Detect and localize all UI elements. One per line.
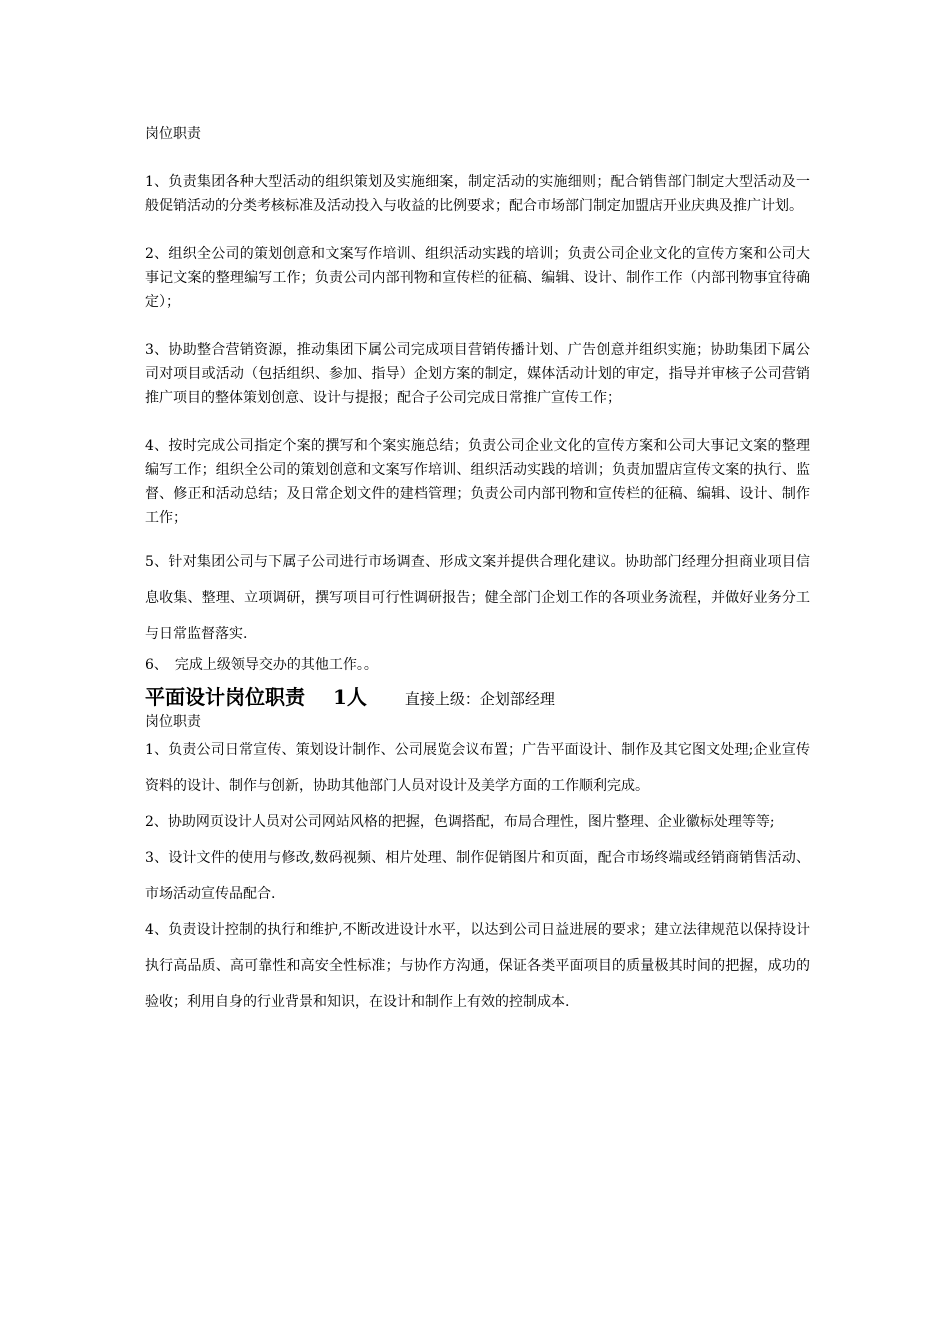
- duty-item-2: 2、组织全公司的策划创意和文案写作培训、组织活动实践的培训；负责公司企业文化的宣传方案和公司大事记文案的整理编写工作；负责公司内部刊物和宣传栏的征稿、编辑、设计、制作工作（内部刊物事宜待确定）；: [145, 246, 810, 310]
- section-label: 岗位职责: [145, 126, 201, 142]
- duty-item-6: 6、 完成上级领导交办的其他工作。。: [145, 657, 378, 673]
- duty-item-4: 4、按时完成公司指定个案的撰写和个案实施总结；负责公司企业文化的宣传方案和公司大事记文案的整理编写工作；组织全公司的策划创意和文案写作培训、组织活动实践的培训；负责加盟店宣传文案的执行、监督、修正和活动总结；及日常企划文件的建档管理；负责公司内部刊物和宣传栏的征稿、编辑、设计、制作工作；: [145, 438, 810, 526]
- design-item-4: 4、负责设计控制的执行和维护,不断改进设计水平，以达到公司日益进展的要求；建立法律规范以保持设计执行高品质、高可靠性和高安全性标准；与协作方沟通，保证各类平面项目的质量极其时间的把握，成功的验收；利用自身的行业背景和知识，在设计和制作上有效的控制成本.: [145, 922, 810, 1010]
- document-body: [145, 122, 810, 1020]
- duty-item-3: 3、协助整合营销资源，推动集团下属公司完成项目营销传播计划、广告创意并组织实施；协助集团下属公司对项目或活动（包括组织、参加、指导）企划方案的制定，媒体活动计划的审定，指导并审核子公司营销推广项目的整体策划创意、设计与提报；配合子公司完成日常推广宣传工作；: [145, 342, 810, 406]
- section-label: 岗位职责: [145, 714, 201, 730]
- design-item-3: 3、设计文件的使用与修改,数码视频、相片处理、制作促销图片和页面，配合市场终端或经销商销售活动、市场活动宣传品配合.: [145, 850, 810, 902]
- design-item-1: 1、负责公司日常宣传、策划设计制作、公司展览会议布置；广告平面设计、制作及其它图文处理;企业宣传资料的设计、制作与创新，协助其他部门人员对设计及美学方面的工作顺利完成。: [145, 742, 810, 794]
- duty-item-5: 5、针对集团公司与下属子公司进行市场调查、形成文案并提供合理化建议。协助部门经理分担商业项目信息收集、整理、立项调研，撰写项目可行性调研报告；健全部门企划工作的各项业务流程，并做好业务分工与日常监督落实.: [145, 554, 810, 642]
- design-item-2: 2、协助网页设计人员对公司网站风格的把握，色调搭配，布局合理性，图片整理、企业徽标处理等等;: [145, 814, 775, 830]
- supervisor-line: 直接上级：企划部经理: [404, 690, 555, 708]
- headcount: 1人: [333, 685, 367, 709]
- section-title: 平面设计岗位职责: [145, 685, 305, 709]
- duty-item-1: 1、负责集团各种大型活动的组织策划及实施细案，制定活动的实施细则；配合销售部门制定大型活动及一般促销活动的分类考核标准及活动投入与收益的比例要求；配合市场部门制定加盟店开业庆典及推广计划。: [145, 174, 810, 214]
- section-heading: [145, 682, 810, 712]
